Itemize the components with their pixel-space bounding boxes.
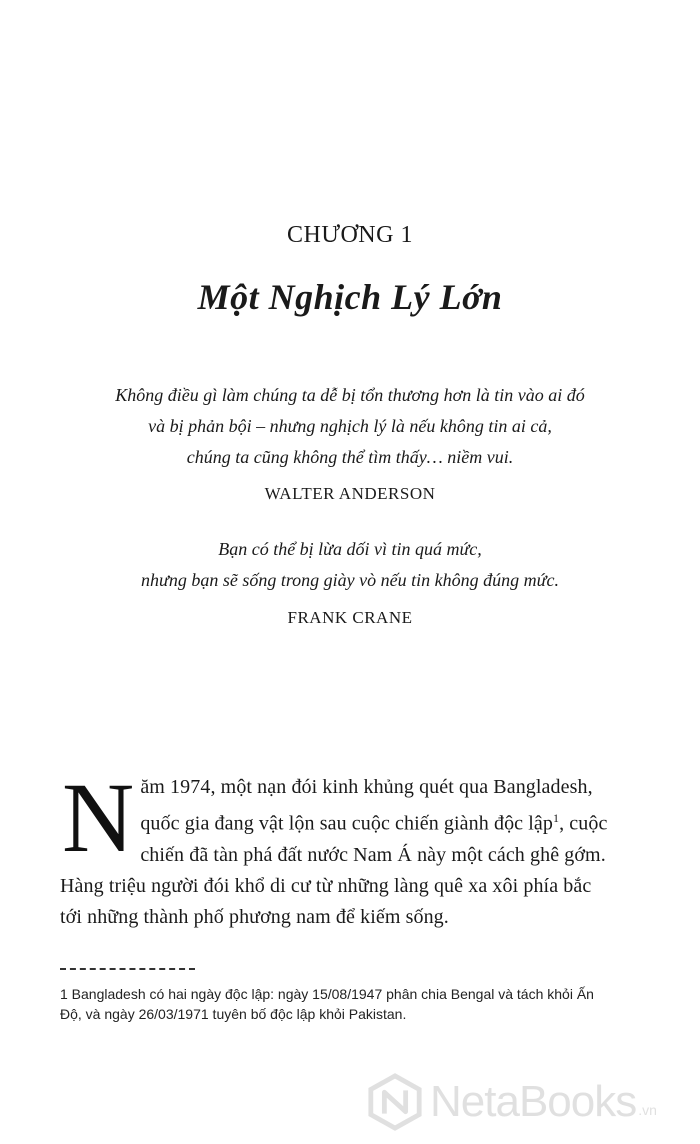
netabooks-logo-icon	[366, 1073, 424, 1131]
body-line-1: ăm 1974, một nạn đói kinh khủng quét qua Bangladesh,	[140, 776, 593, 798]
body-line-2-text: quốc gia đang vật lộn sau cuộc chiến giành độc lập	[140, 812, 553, 835]
footnote-reference[interactable]: 1	[552, 811, 560, 825]
body-line-2-end: , cuộc	[559, 812, 608, 835]
watermark-suffix: .vn	[638, 1102, 657, 1118]
body-line-2	[60, 803, 640, 840]
body-line-3: chiến đã tàn phá đất nước Nam Á này một cách ghê gớm.	[140, 843, 606, 866]
body-line-4: Hàng triệu người đói khổ di cư từ những làng quê xa xôi phía bắc	[60, 874, 592, 897]
quote-line: nhưng bạn sẽ sống trong giày vò nếu tin không đúng mức.	[141, 570, 559, 590]
quote-line: chúng ta cũng không thể tìm thấy… niềm vui.	[186, 447, 514, 467]
watermark-text: NetaBooks	[430, 1077, 637, 1126]
drop-cap: N	[62, 762, 135, 873]
footnote	[60, 984, 660, 1024]
epigraph-quote-2	[0, 534, 700, 596]
quote-author-2: FRANK CRANE	[287, 608, 413, 627]
body-line-5: tới những thành phố phương nam để kiếm sống.	[60, 905, 449, 928]
quote-author-1: WALTER ANDERSON	[264, 484, 436, 503]
quote-line: Bạn có thể bị lừa dối vì tin quá mức,	[218, 539, 482, 559]
quote-line: Không điều gì làm chúng ta dễ bị tổn thương hơn là tin vào ai đó	[115, 385, 585, 405]
quote-line: và bị phản bội – nhưng nghịch lý là nếu không tin ai cả,	[148, 416, 552, 436]
footnote-line-1: 1 Bangladesh có hai ngày độc lập: ngày 15/08/1947 phân chia Bengal và tách khỏi Ấn	[60, 986, 594, 1002]
chapter-label: CHƯƠNG 1	[287, 222, 413, 248]
netabooks-watermark	[366, 1072, 696, 1132]
epigraph-quote-1	[0, 380, 700, 473]
footnote-divider	[60, 968, 195, 970]
body-paragraph	[60, 762, 640, 933]
chapter-title: Một Nghịch Lý Lớn	[197, 277, 503, 317]
footnote-line-2: Độ, và ngày 26/03/1971 tuyên bố độc lập khỏi Pakistan.	[60, 1006, 407, 1022]
